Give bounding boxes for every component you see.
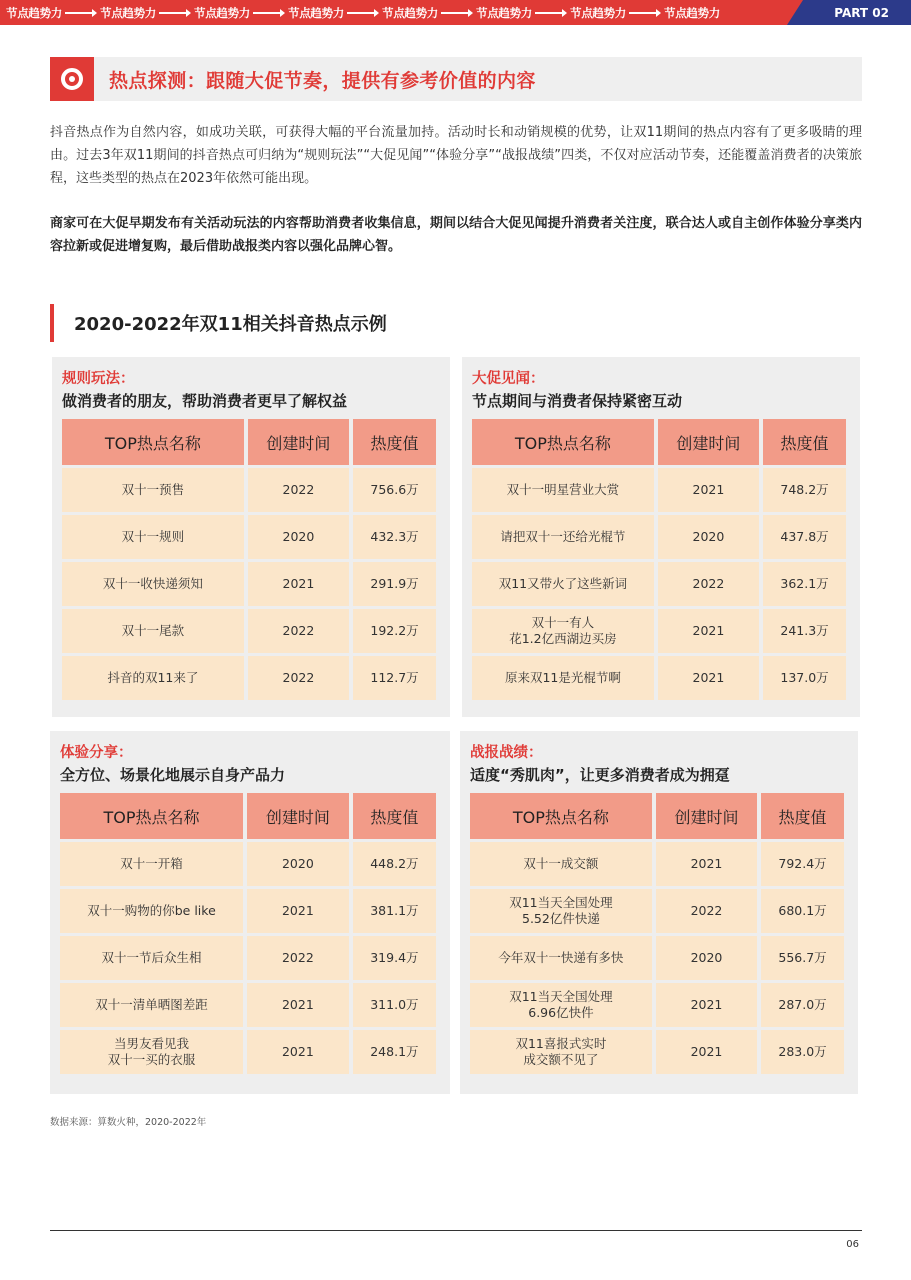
cell-year: 2021 — [656, 983, 757, 1027]
cell-name-line1: 双十一有人 — [531, 615, 595, 630]
banner-track — [0, 0, 720, 25]
cell-year: 2022 — [248, 468, 349, 512]
hot-topic-table — [468, 416, 850, 703]
cell-year: 2022 — [248, 609, 349, 653]
header-name: TOP热点名称 — [62, 419, 244, 465]
table-row — [472, 468, 846, 512]
cell-year: 2021 — [247, 983, 349, 1027]
table-row — [472, 515, 846, 559]
cell-heat: 137.0万 — [763, 656, 846, 700]
cell-year: 2021 — [247, 1030, 349, 1074]
cell-name-line1: 双11当天全国处理 — [509, 895, 613, 910]
cell-name-line2: 花1.2亿西湖边买房 — [509, 631, 617, 646]
cell-name: 双十一收快递须知 — [62, 562, 244, 606]
cell-year: 2020 — [247, 842, 349, 886]
header-heat: 热度值 — [353, 793, 436, 839]
cell-heat: 792.4万 — [761, 842, 844, 886]
part-label: PART 02 — [803, 0, 911, 25]
panel-category: 大促见闻： — [472, 371, 545, 387]
panel-rules — [52, 357, 450, 717]
cell-year: 2021 — [656, 1030, 757, 1074]
cell-name — [470, 1030, 652, 1074]
banner-item: 节点趋势力 — [382, 5, 438, 20]
arrow-right-icon — [626, 0, 664, 25]
table-row — [62, 515, 436, 559]
table-row — [472, 562, 846, 606]
header-heat: 热度值 — [761, 793, 844, 839]
cell-heat: 448.2万 — [353, 842, 436, 886]
cell-name — [472, 609, 654, 653]
header-name: TOP热点名称 — [470, 793, 652, 839]
cell-name-line1: 双11当天全国处理 — [509, 989, 613, 1004]
footer-divider — [50, 1230, 862, 1231]
cell-heat: 311.0万 — [353, 983, 436, 1027]
cell-year: 2021 — [248, 562, 349, 606]
cell-year: 2021 — [247, 889, 349, 933]
cell-heat: 319.4万 — [353, 936, 436, 980]
subheading-text: 2020-2022年双11相关抖音热点示例 — [74, 314, 387, 335]
header-name: TOP热点名称 — [60, 793, 243, 839]
table-row — [470, 936, 844, 980]
table-row — [60, 983, 436, 1027]
cell-name-line2: 6.96亿快件 — [528, 1005, 594, 1020]
cell-name-line2: 双十一买的衣服 — [107, 1052, 196, 1067]
cell-year: 2021 — [658, 468, 759, 512]
header-name: TOP热点名称 — [472, 419, 654, 465]
cell-name: 双十一规则 — [62, 515, 244, 559]
table-row — [472, 656, 846, 700]
cell-name: 请把双十一还给光棍节 — [472, 515, 654, 559]
cell-year: 2020 — [248, 515, 349, 559]
cell-heat: 680.1万 — [761, 889, 844, 933]
table-row — [60, 889, 436, 933]
subheading — [50, 304, 387, 342]
cell-heat: 362.1万 — [763, 562, 846, 606]
header-time: 创建时间 — [247, 793, 349, 839]
cell-name: 双11又带火了这些新词 — [472, 562, 654, 606]
banner-item: 节点趋势力 — [194, 5, 250, 20]
cell-name-line1: 双11喜报式实时 — [515, 1036, 607, 1051]
panel-subtitle: 节点期间与消费者保持紧密互动 — [472, 392, 683, 410]
panel-experience — [50, 731, 450, 1094]
cell-year: 2022 — [658, 562, 759, 606]
hot-topic-table — [56, 790, 440, 1077]
table-header-row — [472, 419, 846, 465]
cell-name-line2: 5.52亿件快递 — [522, 911, 600, 926]
target-icon — [50, 57, 94, 101]
panel-subtitle: 做消费者的朋友，帮助消费者更早了解权益 — [62, 392, 348, 410]
banner-item: 节点趋势力 — [476, 5, 532, 20]
banner-item: 节点趋势力 — [288, 5, 344, 20]
header-time: 创建时间 — [658, 419, 759, 465]
cell-name: 双十一购物的你be like — [60, 889, 243, 933]
table-row — [470, 1030, 844, 1074]
panel-subtitle: 适度“秀肌肉”，让更多消费者成为拥趸 — [470, 766, 730, 784]
table-row — [62, 468, 436, 512]
header-heat: 热度值 — [353, 419, 436, 465]
table-row — [62, 562, 436, 606]
cell-heat: 748.2万 — [763, 468, 846, 512]
intro-paragraph: 抖音热点作为自然内容，如成功关联，可获得大幅的平台流量加持。活动时长和动销规模的优势，让双11期间的热点内容有了更多吸睛的理由。过去3年双11期间的抖音热点可归纳为“规则玩法”“大促见闻”“体验分享”“战报战绩”四类，不仅对应活动节奏，还能覆盖消费者的决策旅程，这些类型的热点在2023年依然可能出现。 — [50, 125, 862, 186]
cell-heat: 437.8万 — [763, 515, 846, 559]
banner-item: 节点趋势力 — [570, 5, 626, 20]
table-row — [470, 889, 844, 933]
cell-year: 2021 — [658, 656, 759, 700]
cell-heat: 241.3万 — [763, 609, 846, 653]
table-row — [62, 609, 436, 653]
cell-name: 今年双十一快递有多快 — [470, 936, 652, 980]
panel-subtitle: 全方位、场景化地展示自身产品力 — [60, 766, 286, 784]
table-row — [470, 983, 844, 1027]
table-row — [472, 609, 846, 653]
arrow-right-icon — [62, 0, 100, 25]
panel-category: 战报战绩： — [470, 745, 543, 761]
panel-category: 体验分享： — [60, 745, 133, 761]
arrow-right-icon — [532, 0, 570, 25]
cell-name: 抖音的双11来了 — [62, 656, 244, 700]
hot-topic-table — [58, 416, 440, 703]
cell-year: 2022 — [248, 656, 349, 700]
cell-year: 2020 — [658, 515, 759, 559]
cell-heat: 556.7万 — [761, 936, 844, 980]
cell-name-line1: 当男友看见我 — [113, 1036, 189, 1051]
cell-heat: 432.3万 — [353, 515, 436, 559]
arrow-right-icon — [438, 0, 476, 25]
advice-paragraph: 商家可在大促早期发布有关活动玩法的内容帮助消费者收集信息，期间以结合大促见闻提升消费者关注度，联合达人或自主创作体验分享类内容拉新或促进增复购，最后借助战报类内容以强化品牌心智。 — [50, 216, 862, 254]
cell-year: 2022 — [656, 889, 757, 933]
cell-year: 2022 — [247, 936, 349, 980]
table-header-row — [62, 419, 436, 465]
cell-heat: 283.0万 — [761, 1030, 844, 1074]
table-header-row — [60, 793, 436, 839]
banner-item: 节点趋势力 — [100, 5, 156, 20]
banner-item: 节点趋势力 — [6, 5, 62, 20]
cell-name: 双十一清单晒图差距 — [60, 983, 243, 1027]
arrow-right-icon — [156, 0, 194, 25]
cell-heat: 381.1万 — [353, 889, 436, 933]
table-row — [62, 656, 436, 700]
cell-name: 双十一开箱 — [60, 842, 243, 886]
arrow-right-icon — [250, 0, 288, 25]
header-heat: 热度值 — [763, 419, 846, 465]
cell-name: 双十一预售 — [62, 468, 244, 512]
cell-year: 2021 — [658, 609, 759, 653]
table-row — [60, 1030, 436, 1074]
cell-heat: 248.1万 — [353, 1030, 436, 1074]
top-banner — [0, 0, 911, 25]
cell-name: 双十一成交额 — [470, 842, 652, 886]
hot-topic-table — [466, 790, 848, 1077]
panel-promo-news — [462, 357, 860, 717]
cell-year: 2021 — [656, 842, 757, 886]
cell-name — [470, 889, 652, 933]
section-title: 热点探测：跟随大促节奏，提供有参考价值的内容 — [109, 69, 536, 92]
cell-name: 双十一尾款 — [62, 609, 244, 653]
arrow-right-icon — [344, 0, 382, 25]
cell-heat: 112.7万 — [353, 656, 436, 700]
table-header-row — [470, 793, 844, 839]
table-row — [60, 842, 436, 886]
table-row — [470, 842, 844, 886]
cell-heat: 192.2万 — [353, 609, 436, 653]
panel-results — [460, 731, 858, 1094]
header-time: 创建时间 — [248, 419, 349, 465]
section-heading — [50, 57, 862, 101]
page-number: 06 — [846, 1239, 859, 1250]
cell-heat: 291.9万 — [353, 562, 436, 606]
accent-bar — [50, 304, 54, 342]
cell-name: 双十一明星营业大赏 — [472, 468, 654, 512]
data-source: 数据来源：算数火种，2020-2022年 — [50, 1117, 207, 1128]
panel-category: 规则玩法： — [62, 371, 135, 387]
cell-name — [60, 1030, 243, 1074]
cell-name — [470, 983, 652, 1027]
cell-year: 2020 — [656, 936, 757, 980]
table-row — [60, 936, 436, 980]
banner-item: 节点趋势力 — [664, 5, 720, 20]
cell-heat: 756.6万 — [353, 468, 436, 512]
cell-name-line2: 成交额不见了 — [523, 1052, 599, 1067]
cell-name: 原来双11是光棍节啊 — [472, 656, 654, 700]
cell-name: 双十一节后众生相 — [60, 936, 243, 980]
cell-heat: 287.0万 — [761, 983, 844, 1027]
header-time: 创建时间 — [656, 793, 757, 839]
